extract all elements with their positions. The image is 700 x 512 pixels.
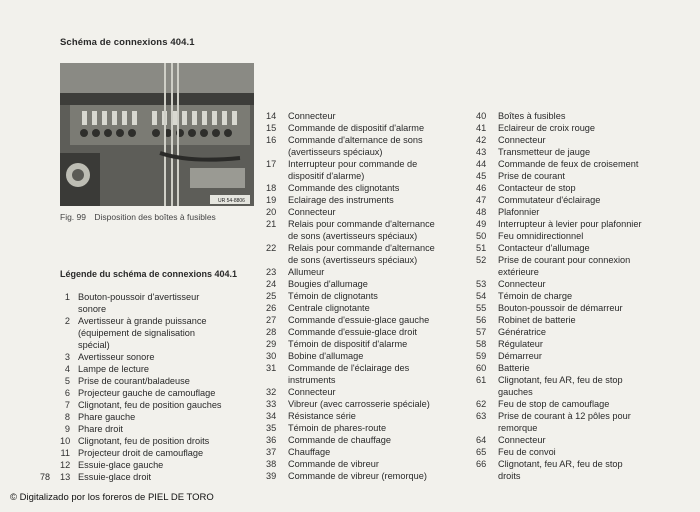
legend-item xyxy=(266,470,466,482)
legend-item-text: Commande de vibreur (remorque) xyxy=(288,471,427,481)
legend-item-text: Batterie xyxy=(498,363,530,373)
legend-item xyxy=(266,278,466,290)
legend-item-text: sonore xyxy=(78,304,107,314)
legend-item-number: 56 xyxy=(476,315,487,325)
legend-item xyxy=(476,326,676,338)
legend-item-text: Bouton-poussoir d'avertisseur xyxy=(78,292,200,302)
legend-item-number: 11 xyxy=(60,448,70,458)
legend-item-text: Vibreur (avec carrosserie spéciale) xyxy=(288,399,430,409)
legend-item xyxy=(266,206,466,218)
legend-item xyxy=(476,110,676,122)
legend-item-text: Transmetteur de jauge xyxy=(498,147,591,157)
legend-item-number xyxy=(476,470,488,482)
footer-credit: © Digitalizado por los foreros de PIEL DE TORO xyxy=(10,492,214,503)
legend-item-number xyxy=(60,339,70,351)
legend-item-text: remorque xyxy=(498,423,538,433)
legend-item-number: 40 xyxy=(476,111,487,121)
legend-item xyxy=(60,327,256,339)
legend-item xyxy=(60,375,256,387)
legend-item xyxy=(476,242,676,254)
legend-item xyxy=(60,315,256,327)
legend-item-text: Témoin de charge xyxy=(498,291,573,301)
legend-item-text: Prise de courant/baladeuse xyxy=(78,376,190,386)
legend-item-number: 52 xyxy=(476,255,487,265)
legend-item-text: Connecteur xyxy=(288,207,336,217)
legend-item-number: 14 xyxy=(266,111,277,121)
legend-item-number: 64 xyxy=(476,435,487,445)
legend-item xyxy=(476,362,676,374)
legend-item-text: Feu de stop de camouflage xyxy=(498,399,610,409)
legend-column-1 xyxy=(60,291,256,483)
legend-item xyxy=(266,146,466,158)
legend-item xyxy=(266,374,466,386)
legend-item-number: 47 xyxy=(476,195,487,205)
legend-item xyxy=(476,206,676,218)
legend-item-number: 6 xyxy=(64,388,70,398)
legend-item xyxy=(60,339,256,351)
legend-item-text: (équipement de signalisation xyxy=(78,328,195,338)
legend-item xyxy=(60,387,256,399)
legend-item-number: 51 xyxy=(476,243,487,253)
legend-item xyxy=(266,158,466,170)
legend-item xyxy=(266,254,466,266)
legend-item-text: Témoin de phares-route xyxy=(288,423,387,433)
legend-item-text: Essuie-glace droit xyxy=(78,472,152,482)
legend-item-number: 24 xyxy=(266,279,277,289)
legend-item-number: 44 xyxy=(476,159,487,169)
legend-item-number xyxy=(476,422,488,434)
legend-item-text: Chauffage xyxy=(288,447,331,457)
legend-item xyxy=(266,410,466,422)
legend-item-number: 63 xyxy=(476,411,487,421)
legend-item-number: 28 xyxy=(266,327,277,337)
legend-item xyxy=(476,338,676,350)
legend-item-text: (avertisseurs spéciaux) xyxy=(288,147,383,157)
legend-item-number xyxy=(60,327,70,339)
legend-item-text: instruments xyxy=(288,375,336,385)
fusebox-photo xyxy=(60,63,254,206)
legend-item xyxy=(476,446,676,458)
legend-item xyxy=(60,303,256,315)
legend-item-text: Centrale clignotante xyxy=(288,303,370,313)
legend-item xyxy=(476,254,676,266)
legend-item-number: 54 xyxy=(476,291,487,301)
legend-item xyxy=(266,170,466,182)
legend-item-number: 38 xyxy=(266,459,277,469)
legend-item-number: 21 xyxy=(266,219,277,229)
legend-item-number: 29 xyxy=(266,339,277,349)
legend-item-text: Commande d'essuie-glace gauche xyxy=(288,315,430,325)
legend-item xyxy=(60,471,256,483)
figure-caption xyxy=(60,212,216,222)
legend-item-text: Prise de courant pour connexion xyxy=(498,255,631,265)
legend-item xyxy=(266,242,466,254)
legend-item-text: Plafonnier xyxy=(498,207,540,217)
legend-item-number: 25 xyxy=(266,291,277,301)
legend-item-text: Prise de courant xyxy=(498,171,565,181)
legend-item xyxy=(476,458,676,470)
legend-item-text: Témoin de clignotants xyxy=(288,291,378,301)
figure-number: Fig. 99 xyxy=(60,212,86,222)
legend-item-text: Bobine d'allumage xyxy=(288,351,364,361)
legend-item-number: 20 xyxy=(266,207,277,217)
legend-item-text: Commande de chauffage xyxy=(288,435,392,445)
legend-item-text: Interrupteur à levier pour plafonnier xyxy=(498,219,642,229)
legend-item xyxy=(266,434,466,446)
legend-item-number: 66 xyxy=(476,459,487,469)
legend-item-text: Régulateur xyxy=(498,339,543,349)
legend-item-number: 12 xyxy=(60,460,71,470)
legend-item xyxy=(476,386,676,398)
legend-item-text: Connecteur xyxy=(498,135,546,145)
legend-item-number xyxy=(476,266,488,278)
legend-item-text: gauches xyxy=(498,387,533,397)
legend-item-text: Allumeur xyxy=(288,267,325,277)
legend-item-text: dispositif d'alarme) xyxy=(288,171,365,181)
legend-item-text: Connecteur xyxy=(288,387,336,397)
legend-item-number: 42 xyxy=(476,135,487,145)
legend-item-text: Phare gauche xyxy=(78,412,136,422)
legend-item-number: 17 xyxy=(266,159,277,169)
legend-item xyxy=(476,470,676,482)
legend-item-text: Résistance série xyxy=(288,411,356,421)
legend-item-number: 49 xyxy=(476,219,487,229)
legend-item-text: Génératrice xyxy=(498,327,547,337)
legend-item-text: Contacteur de stop xyxy=(498,183,576,193)
legend-item-number: 32 xyxy=(266,387,277,397)
legend-item xyxy=(60,435,256,447)
legend-item xyxy=(266,266,466,278)
legend-item xyxy=(266,386,466,398)
legend-item-number: 37 xyxy=(266,447,277,457)
legend-item-number: 8 xyxy=(64,412,70,422)
legend-column-3 xyxy=(476,110,676,482)
legend-item xyxy=(476,350,676,362)
legend-item-text: Phare droit xyxy=(78,424,123,434)
legend-item xyxy=(266,110,466,122)
legend-item-text: Robinet de batterie xyxy=(498,315,576,325)
legend-item-number xyxy=(266,254,278,266)
legend-item-number: 15 xyxy=(266,123,277,133)
legend-item xyxy=(60,411,256,423)
photo-code: UR 54-8806 xyxy=(218,198,245,204)
legend-item-number: 43 xyxy=(476,147,487,157)
legend-item xyxy=(476,158,676,170)
legend-item xyxy=(266,134,466,146)
legend-item-text: Essuie-glace gauche xyxy=(78,460,164,470)
legend-item xyxy=(476,182,676,194)
legend-item xyxy=(476,278,676,290)
legend-item xyxy=(266,458,466,470)
legend-item xyxy=(476,170,676,182)
legend-item xyxy=(266,422,466,434)
legend-item-number: 34 xyxy=(266,411,277,421)
legend-item xyxy=(266,218,466,230)
legend-item-text: spécial) xyxy=(78,340,110,350)
legend-item xyxy=(266,338,466,350)
legend-item-number: 13 xyxy=(60,472,71,482)
legend-item xyxy=(476,302,676,314)
legend-item-number: 3 xyxy=(64,352,70,362)
page-title: Schéma de connexions 404.1 xyxy=(60,37,195,48)
legend-item-text: Commande des clignotants xyxy=(288,183,400,193)
legend-item-number: 59 xyxy=(476,351,487,361)
legend-column-2 xyxy=(266,110,466,482)
legend-item xyxy=(266,398,466,410)
legend-item-number: 31 xyxy=(266,363,277,373)
legend-item-number: 22 xyxy=(266,243,277,253)
legend-item xyxy=(476,422,676,434)
legend-item-number: 27 xyxy=(266,315,277,325)
legend-item-text: Boîtes à fusibles xyxy=(498,111,566,121)
legend-item-number: 60 xyxy=(476,363,487,373)
legend-item-number: 16 xyxy=(266,135,277,145)
legend-item-text: Connecteur xyxy=(498,279,546,289)
legend-item-text: Prise de courant à 12 pôles pour xyxy=(498,411,631,421)
legend-item xyxy=(266,290,466,302)
legend-item xyxy=(60,459,256,471)
legend-item-text: Relais pour commande d'alternance xyxy=(288,219,435,229)
legend-item-text: extérieure xyxy=(498,267,539,277)
legend-item xyxy=(266,350,466,362)
legend-item-text: Bouton-poussoir de démarreur xyxy=(498,303,623,313)
legend-item-text: Relais pour commande d'alternance xyxy=(288,243,435,253)
legend-item-number: 55 xyxy=(476,303,487,313)
legend-item-text: Avertisseur à grande puissance xyxy=(78,316,207,326)
fusebox-photo-image xyxy=(60,63,254,206)
legend-item-number: 50 xyxy=(476,231,487,241)
legend-item-text: droits xyxy=(498,471,521,481)
legend-title: Légende du schéma de connexions 404.1 xyxy=(60,269,238,279)
legend-item-text: Avertisseur sonore xyxy=(78,352,155,362)
legend-item-text: Commutateur d'éclairage xyxy=(498,195,601,205)
legend-item-text: Bougies d'allumage xyxy=(288,279,368,289)
legend-item-number: 9 xyxy=(64,424,70,434)
legend-item xyxy=(266,446,466,458)
legend-item-number: 61 xyxy=(476,375,487,385)
legend-item xyxy=(476,398,676,410)
legend-item-text: de sons (avertisseurs spéciaux) xyxy=(288,255,418,265)
legend-item-text: Commande de feux de croisement xyxy=(498,159,639,169)
legend-item-text: Eclaireur de croix rouge xyxy=(498,123,596,133)
legend-item-text: Clignotant, feu AR, feu de stop xyxy=(498,459,623,469)
legend-item-text: Témoin de dispositif d'alarme xyxy=(288,339,408,349)
legend-item xyxy=(476,434,676,446)
legend-item-number: 4 xyxy=(64,364,70,374)
legend-item-text: Eclairage des instruments xyxy=(288,195,394,205)
legend-item xyxy=(476,146,676,158)
legend-item-number: 26 xyxy=(266,303,277,313)
legend-item-text: Commande de l'éclairage des xyxy=(288,363,410,373)
legend-item xyxy=(476,290,676,302)
legend-item xyxy=(476,314,676,326)
legend-item-text: Feu omnidirectionnel xyxy=(498,231,584,241)
legend-item-text: Projecteur gauche de camouflage xyxy=(78,388,216,398)
legend-item-number: 39 xyxy=(266,471,277,481)
legend-item-number xyxy=(266,146,278,158)
legend-item xyxy=(476,134,676,146)
legend-item xyxy=(60,291,256,303)
legend-item xyxy=(266,314,466,326)
legend-item-number xyxy=(266,374,278,386)
legend-item-number: 5 xyxy=(64,376,70,386)
legend-item xyxy=(266,182,466,194)
legend-item xyxy=(476,374,676,386)
figure-caption-text: Disposition des boîtes à fusibles xyxy=(94,212,216,222)
legend-item xyxy=(266,194,466,206)
legend-item xyxy=(476,410,676,422)
legend-item xyxy=(60,363,256,375)
legend-item xyxy=(476,122,676,134)
legend-item xyxy=(476,266,676,278)
legend-item-number xyxy=(60,303,70,315)
legend-item-text: Commande d'essuie-glace droit xyxy=(288,327,417,337)
legend-item-number: 46 xyxy=(476,183,487,193)
legend-item-text: Clignotant, feu de position gauches xyxy=(78,400,222,410)
legend-item xyxy=(266,122,466,134)
legend-item-text: Commande de vibreur xyxy=(288,459,379,469)
legend-item xyxy=(266,326,466,338)
legend-item-number: 35 xyxy=(266,423,277,433)
legend-item-text: Lampe de lecture xyxy=(78,364,149,374)
legend-item xyxy=(266,230,466,242)
legend-item-number: 2 xyxy=(64,316,70,326)
legend-item xyxy=(60,423,256,435)
legend-item xyxy=(476,230,676,242)
legend-item xyxy=(60,351,256,363)
legend-item-text: Clignotant, feu AR, feu de stop xyxy=(498,375,623,385)
legend-item-number: 41 xyxy=(476,123,487,133)
legend-item xyxy=(60,399,256,411)
legend-item-number: 10 xyxy=(60,436,71,446)
legend-item-number: 7 xyxy=(64,400,70,410)
legend-item-number: 57 xyxy=(476,327,487,337)
legend-item-text: Démarreur xyxy=(498,351,542,361)
legend-item xyxy=(266,302,466,314)
legend-item-number: 65 xyxy=(476,447,487,457)
legend-item-number: 53 xyxy=(476,279,487,289)
legend-item-number: 1 xyxy=(64,292,70,302)
legend-item-text: Contacteur d'allumage xyxy=(498,243,590,253)
legend-item-text: Connecteur xyxy=(288,111,336,121)
legend-item-text: Commande d'alternance de sons xyxy=(288,135,423,145)
page-number: 78 xyxy=(40,472,51,482)
legend-item-number: 30 xyxy=(266,351,277,361)
legend-item-number: 58 xyxy=(476,339,487,349)
legend-item-number: 48 xyxy=(476,207,487,217)
legend-item-number: 62 xyxy=(476,399,487,409)
legend-item-number: 33 xyxy=(266,399,277,409)
legend-item-text: Commande de dispositif d'alarme xyxy=(288,123,425,133)
legend-item-number xyxy=(266,170,278,182)
legend-item xyxy=(60,447,256,459)
legend-item xyxy=(476,194,676,206)
legend-item xyxy=(266,362,466,374)
legend-item-number: 18 xyxy=(266,183,277,193)
legend-item-number: 36 xyxy=(266,435,277,445)
legend-item-number: 23 xyxy=(266,267,277,277)
legend-item-text: Projecteur droit de camouflage xyxy=(78,448,204,458)
legend-item-number xyxy=(266,230,278,242)
legend-item-text: de sons (avertisseurs spéciaux) xyxy=(288,231,418,241)
legend-item-number: 19 xyxy=(266,195,277,205)
legend-item xyxy=(476,218,676,230)
legend-item-text: Connecteur xyxy=(498,435,546,445)
legend-item-text: Clignotant, feu de position droits xyxy=(78,436,210,446)
legend-item-number: 45 xyxy=(476,171,487,181)
legend-item-number xyxy=(476,386,488,398)
legend-item-text: Feu de convoi xyxy=(498,447,556,457)
legend-item-text: Interrupteur pour commande de xyxy=(288,159,418,169)
